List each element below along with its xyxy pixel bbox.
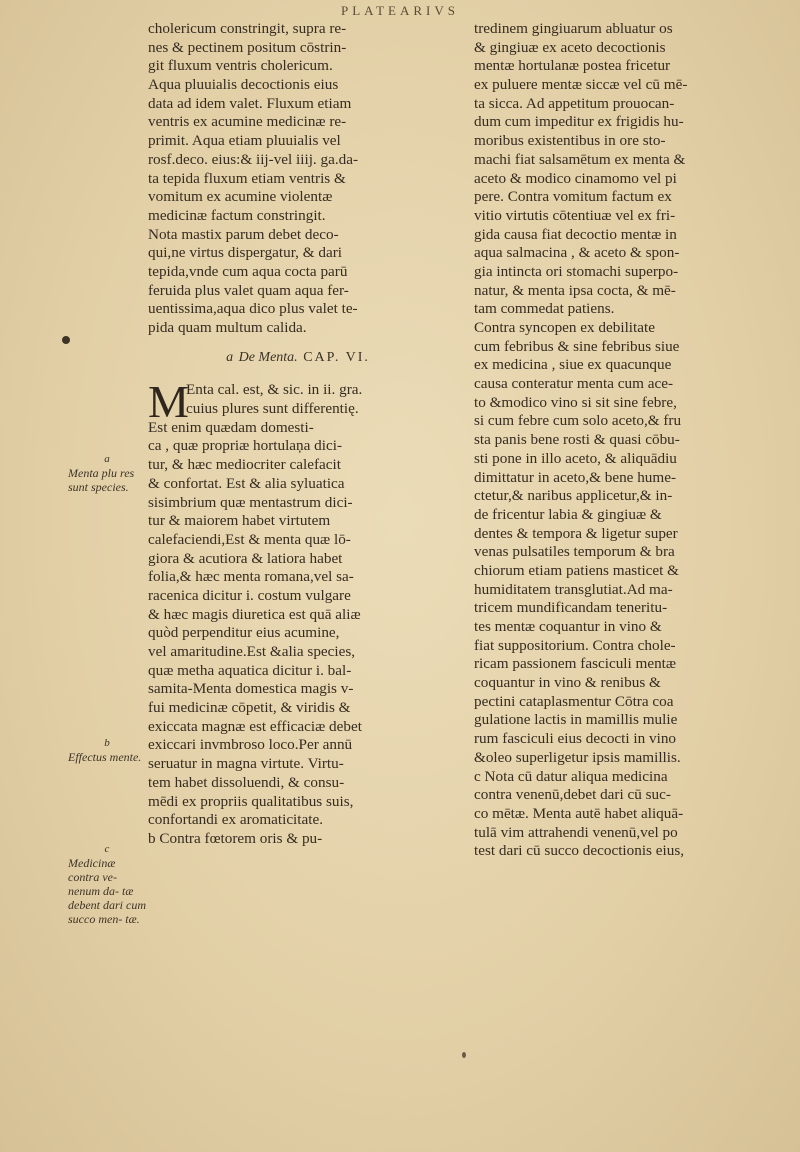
text-line: humiditatem transglutiat.Ad ma- [474,580,673,598]
text-line: Aqua pluuialis decoctionis eius [148,76,339,94]
text-line: si cum febre cum solo aceto,& fru [474,412,682,430]
text-line: sti pone in illo aceto, & aliquādiu [474,449,677,467]
text-line: fui medicinæ cōpetit, & viridis & [148,699,351,717]
text-line: & gingiuæ ex aceto decoctionis [474,38,666,56]
margin-note-letter: c [104,843,110,855]
chapter-title: De Menta. [238,349,298,365]
paper-stain [462,1052,466,1058]
text-line: folia,& hæc menta romana,vel sa- [148,568,354,586]
drop-cap-initial: M [148,376,189,428]
text-line: racenica dicitur i. costum vulgare [148,586,351,604]
right-column-text [474,20,758,861]
text-line: vitio virtutis cōtentiuæ vel ex fri- [474,206,676,224]
text-line: tulā vim attrahendi venenū,vel po [474,823,678,841]
text-line: vel amaritudine.Est &alia species, [148,643,356,660]
text-line: pida quam multum calida. [148,319,307,336]
text-line: &oleo superligetur ipsis mamillis. [474,748,681,766]
text-line: nes & pectinem positum cōstrin- [148,38,347,56]
text-line: pere. Contra vomitum factum ex [474,188,672,206]
margin-note-letter: b [104,737,110,749]
text-line: data ad idem valet. Fluxum etiam [148,94,352,112]
left-column-text [148,20,448,338]
text-line: giora & acutiora & latiora habet [148,549,343,567]
text-line: pectini cataplasmentur Cōtra coa [474,692,674,710]
margin-note-text: Medicinæ contra ve- nenum da- tæ debent dari cum succo men- tæ. [68,856,146,926]
text-line: samita-Menta domestica magis v- [148,680,354,698]
text-line: cuius plures sunt differentię. [186,400,359,418]
text-line: tepida,vnde cum aqua cocta parū [148,262,348,280]
text-line: ex puluere mentæ siccæ vel cū mē- [474,76,688,94]
text-line: ventris ex acumine medicinæ re- [148,113,347,131]
text-line: venas pulsatiles temporum & bra [474,543,675,561]
text-line: calefaciendi,Est & menta quæ lō- [148,530,351,548]
text-line: & confortat. Est & alia syluatica [148,474,345,492]
text-line: fiat suppositorium. Contra chole- [474,636,676,654]
left-column [148,20,448,849]
text-line: moribus existentibus in ore sto- [474,132,666,150]
right-column [474,20,758,861]
text-line: aqua salmacina , & aceto & spon- [474,244,680,262]
text-line: tur & maiorem habet virtutem [148,512,331,530]
text-line: confortandi ex aromaticitate. [148,811,323,829]
text-line: medicinæ factum constringit. [148,206,326,224]
text-line: test dari cū succo decoctionis eius, [474,842,685,860]
margin-note-letter: a [104,453,110,465]
running-header: PLATEARIVS [340,3,459,18]
text-line: chiorum etiam patiens masticet & [474,561,679,579]
text-line: primit. Aqua etiam pluuialis vel [148,132,341,150]
text-line: dentes & tempora & ligetur super [474,524,678,542]
margin-note-a [68,452,146,494]
text-line: ta sicca. Ad appetitum prouocan- [474,94,675,112]
chapter-heading [148,349,448,368]
margin-note-text: Effectus mente. [68,750,142,764]
text-line: tur, & hæc mediocriter calefacit [148,456,341,474]
text-line: uentissima,aqua dico plus valet te- [148,300,358,318]
text-line: tem habet dissoluendi, & consu- [148,773,345,791]
text-line: tes mentæ coquantur in vino & [474,618,662,635]
text-line: dimittatur in aceto,& bene hume- [474,468,677,486]
text-line: ex medicina , siue ex quacunque [474,356,672,374]
margin-note-b [68,736,146,764]
text-line: gulatione lactis in mamillis mulie [474,711,678,729]
text-line: tredinem gingiuarum abluatur os [474,20,673,37]
text-line: rum fasciculi eius decocti in vino [474,730,677,748]
text-line: sta panis bene rosti & quasi cōbu- [474,431,680,449]
text-line: tricem mundificandam teneritu- [474,599,668,617]
text-line: ctetur,& naribus applicetur,& in- [474,487,673,505]
text-line: ricam passionem fasciculi mentæ [474,655,677,673]
text-line: de fricentur labia & gingiuæ & [474,505,662,523]
chapter-text [148,376,448,848]
text-line: machi fiat salsamētum ex menta & [474,150,686,168]
text-line: to &modico vino si sit sine febre, [474,393,677,411]
text-line: causa conteratur menta cum ace- [474,375,674,393]
text-line: exiccari invmbroso loco.Per annū [148,736,353,754]
text-line: quæ metha aquatica dicitur i. bal- [148,661,352,679]
margin-bullet-ornament [62,336,70,344]
chapter-body [148,376,448,848]
text-line: aceto & modico cinamomo vel pi [474,169,677,187]
text-line: qui,ne virtus dispergatur, & dari [148,244,342,262]
text-line: quòd perpenditur eius acumine, [148,624,340,642]
chapter-marker: a [226,349,234,365]
text-line: Enta cal. est, & sic. in ii. gra. [186,381,363,399]
text-line: coquantur in vino & renibus & [474,674,661,692]
chapter-number: CAP. VI. [303,349,370,365]
text-line: feruida plus valet quam aqua fer- [148,281,349,299]
text-line: Nota mastix parum debet deco- [148,225,339,243]
text-line: gia intincta ori stomachi superpo- [474,262,679,280]
text-line: & hæc magis diuretica est quā aliæ [148,605,361,623]
text-line: Contra syncopen ex debilitate [474,319,655,336]
text-line: contra venenū,debet dari cū suc- [474,786,671,804]
text-line: tam commedat patiens. [474,300,615,318]
text-line: mēdi ex propriis qualitatibus suis, [148,792,354,810]
text-line: ca , quæ propriæ hortulaņa dici- [148,437,343,455]
text-line: sisimbrium quæ mentastrum dici- [148,493,353,511]
text-line: Est enim quædam domesti- [148,418,314,436]
text-line: dum cum impeditur ex frigidis hu- [474,113,684,131]
text-line: cum febribus & sine febribus siue [474,337,680,355]
text-line: c Nota cū datur aliqua medicina [474,767,668,785]
margin-note-text: Menta plu res sunt species. [68,466,135,494]
text-line: vomitum ex acumine violentæ [148,188,333,206]
text-line: rosf.deco. eius:& iij-vel iiij. ga.da- [148,150,359,168]
text-line: ta tepida fluxum etiam ventris & [148,169,346,187]
text-line: mentæ hortulanæ postea fricetur [474,57,671,75]
text-line: natur, & menta ipsa cocta, & mē- [474,281,676,299]
text-line: exiccata magnæ est efficaciæ debet [148,717,362,735]
text-line: gida causa fiat decoctio mentæ in [474,225,677,243]
text-line: cholericum constringit, supra re- [148,20,347,37]
text-line: b Contra fœtorem oris & pu- [148,829,323,847]
margin-note-c [68,842,146,926]
text-line: seruatur in magna virtute. Virtu- [148,755,344,773]
text-line: co mētæ. Menta autē habet aliquā- [474,804,684,822]
text-line: git fluxum ventris cholericum. [148,57,333,75]
